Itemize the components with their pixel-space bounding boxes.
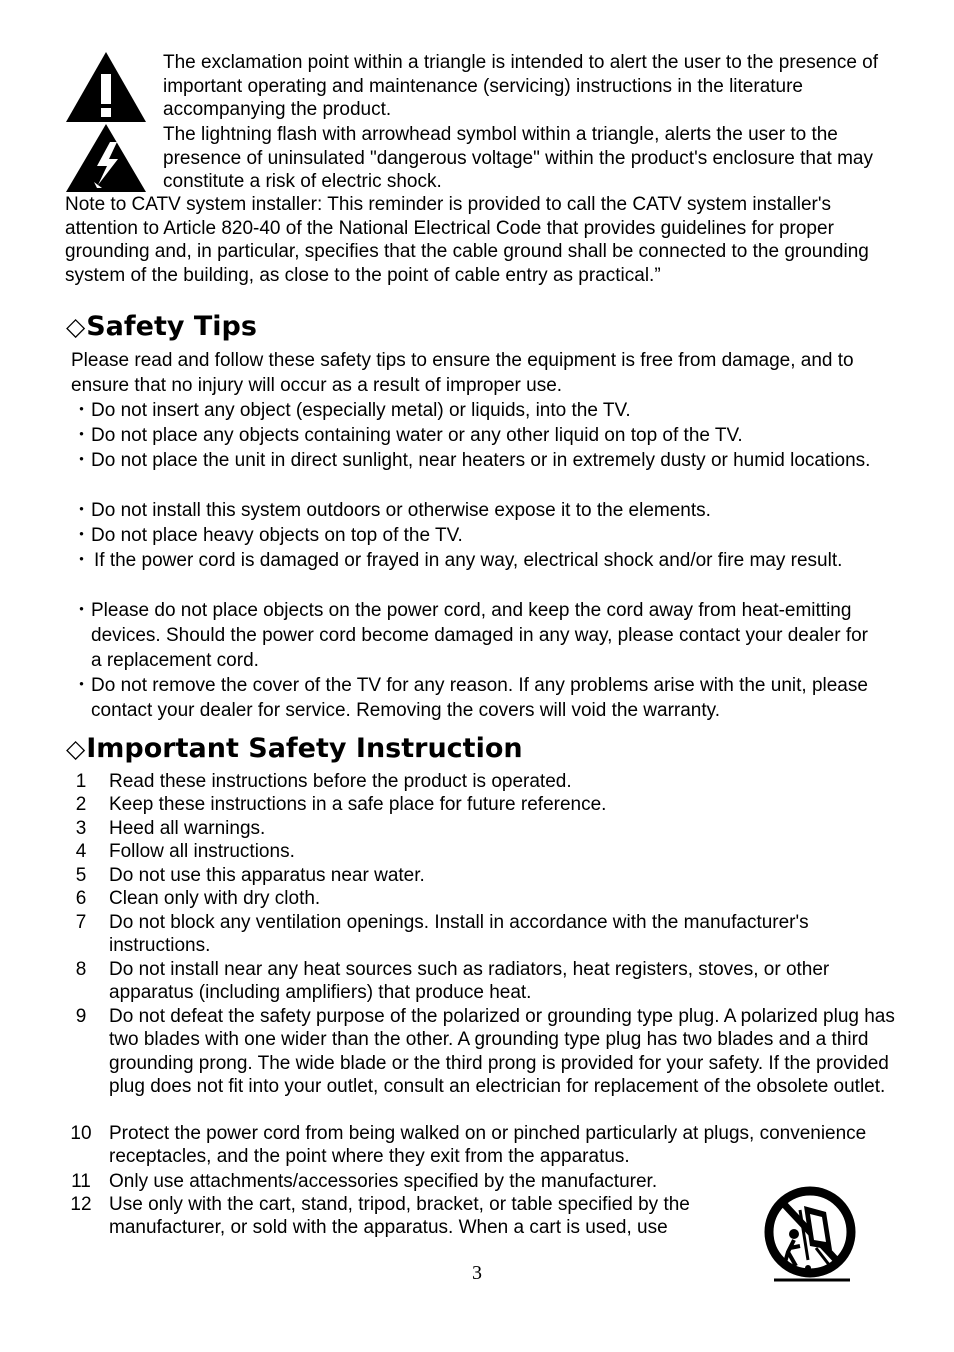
lightning-triangle-icon bbox=[64, 122, 148, 194]
important-safety-heading bbox=[66, 732, 523, 766]
item-text: Follow all instructions. bbox=[109, 841, 295, 862]
item-text: Use only with the cart, stand, tripod, bracket, or table specified by the manufacturer, or sold with the apparatus. When a cart is used, use bbox=[109, 1194, 690, 1239]
list-item bbox=[66, 958, 896, 1005]
item-text: Protect the power cord from being walked on or pinched particularly at plugs, convenience receptacles, and the point where they exit from the apparatus. bbox=[109, 1123, 867, 1168]
item-number: 9 bbox=[75, 1006, 87, 1027]
important-safety-title: Important Safety Instruction bbox=[86, 733, 523, 764]
safety-tips-heading bbox=[66, 310, 257, 344]
item-text: Do not use this apparatus near water. bbox=[109, 865, 425, 886]
item-number: 1 bbox=[75, 771, 87, 792]
exclamation-warning-text: The exclamation point within a triangle is intended to alert the user to the presence of important operating and maintenance (servicing) instructions in the literature accompanying the product. bbox=[163, 52, 879, 121]
item-number: 11 bbox=[71, 1171, 91, 1192]
safety-tips-intro: Please read and follow these safety tips to ensure the equipment is free from damage, and to ensure that no injury will occur as a result of improper use. bbox=[71, 350, 854, 396]
list-item bbox=[72, 448, 882, 473]
item-text: Heed all warnings. bbox=[109, 818, 266, 839]
bullet: ・ bbox=[72, 425, 92, 446]
item-text: Do not defeat the safety purpose of the polarized or grounding type plug. A polarized plug has two blades with one wider than the other. A grounding type plug has two blades and a third grounding prong. The wide blade or the third prong is provided for your safety. If the provided plug does not fit into your outlet, consult an electrician for replacement of the obsolete outlet. bbox=[109, 1006, 895, 1098]
tip-text: Do not place heavy objects on top of the TV. bbox=[91, 525, 463, 546]
list-item bbox=[66, 911, 896, 958]
item-number: 12 bbox=[70, 1194, 92, 1215]
list-item bbox=[66, 840, 896, 863]
page-number: 3 bbox=[472, 1262, 482, 1284]
bullet: ・ bbox=[72, 450, 92, 471]
item-number: 2 bbox=[75, 794, 87, 815]
tip-text: Do not place any objects containing water or any other liquid on top of the TV. bbox=[91, 425, 743, 446]
list-item bbox=[66, 817, 896, 840]
list-item bbox=[72, 673, 882, 723]
diamond-icon: ◇ bbox=[66, 312, 86, 341]
bullet: ・ bbox=[72, 525, 92, 546]
item-text: Do not install near any heat sources such as radiators, heat registers, stoves, or other apparatus (including amplifiers) that produce heat. bbox=[109, 959, 830, 1004]
bullet: ・ bbox=[72, 675, 92, 696]
bullet: ・ bbox=[72, 550, 92, 571]
item-number: 5 bbox=[75, 865, 87, 886]
item-number: 7 bbox=[75, 912, 87, 933]
list-item bbox=[66, 770, 896, 793]
safety-tips-title: Safety Tips bbox=[86, 311, 257, 342]
exclamation-triangle-icon bbox=[64, 50, 148, 124]
tip-text: Do not remove the cover of the TV for any reason. If any problems arise with the unit, please contact your dealer for service. Removing the covers will void the warranty. bbox=[91, 675, 868, 721]
tip-text: If the power cord is damaged or frayed in any way, electrical shock and/or fire may result. bbox=[94, 550, 843, 571]
catv-installer-note: Note to CATV system installer: This reminder is provided to call the CATV system installer's attention to Article 820-40 of the National Electrical Code that provides guidelines for proper grounding and, in particular, specifies that the cable ground shall be connected to the grounding system of the building, as close to the point of cable entry as practical.” bbox=[65, 194, 869, 286]
item-number: 3 bbox=[75, 818, 87, 839]
bullet: ・ bbox=[72, 400, 92, 421]
list-item bbox=[72, 598, 882, 673]
list-item bbox=[72, 423, 882, 448]
item-number: 8 bbox=[75, 959, 87, 980]
item-text: Read these instructions before the product is operated. bbox=[109, 771, 572, 792]
item-text: Only use attachments/accessories specified by the manufacturer. bbox=[109, 1171, 658, 1192]
item-text: Keep these instructions in a safe place for future reference. bbox=[109, 794, 607, 815]
item-number: 10 bbox=[70, 1123, 92, 1144]
tip-text: Do not install this system outdoors or otherwise expose it to the elements. bbox=[91, 500, 711, 521]
list-item bbox=[66, 1122, 896, 1169]
list-item bbox=[66, 1005, 896, 1099]
diamond-icon: ◇ bbox=[66, 734, 86, 763]
list-item bbox=[66, 793, 896, 816]
lightning-warning-text: The lightning flash with arrowhead symbol within a triangle, alerts the user to the presence of uninsulated "dangerous voltage" within the product's enclosure that may constitute a risk of electric shock. bbox=[163, 124, 873, 193]
list-item bbox=[66, 1193, 746, 1240]
tip-text: Do not place the unit in direct sunlight, near heaters or in extremely dusty or humid locations. bbox=[91, 450, 871, 471]
item-text: Clean only with dry cloth. bbox=[109, 888, 321, 909]
tip-text: Please do not place objects on the power cord, and keep the cord away from heat-emitting devices. Should the power cord become damaged in any way, please contact your dealer for a replacement cord. bbox=[91, 600, 868, 671]
tip-text: Do not insert any object (especially metal) or liquids, into the TV. bbox=[91, 400, 631, 421]
list-item bbox=[72, 523, 882, 548]
bullet: ・ bbox=[72, 600, 92, 621]
list-item bbox=[66, 887, 896, 910]
item-number: 4 bbox=[75, 841, 87, 862]
list-item bbox=[72, 498, 882, 523]
item-number: 6 bbox=[75, 888, 87, 909]
list-item bbox=[72, 398, 882, 423]
bullet: ・ bbox=[72, 500, 92, 521]
list-item bbox=[72, 548, 882, 573]
item-text: Do not block any ventilation openings. Install in accordance with the manufacturer's instructions. bbox=[109, 912, 809, 957]
list-item bbox=[66, 864, 896, 887]
